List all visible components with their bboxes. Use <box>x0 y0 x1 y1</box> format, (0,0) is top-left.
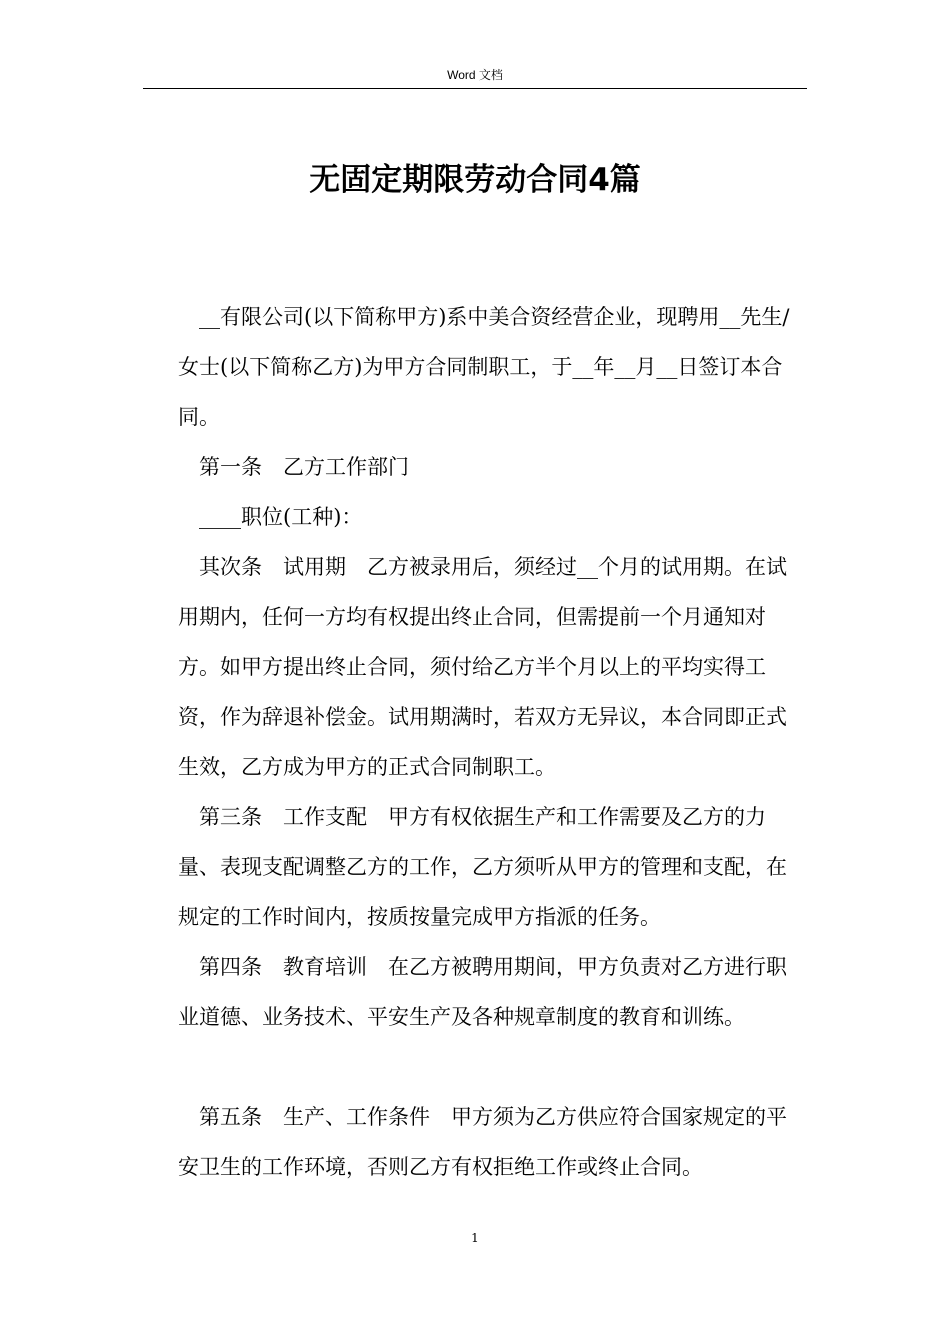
paragraph-article-4: 第四条 教育培训 在乙方被聘用期间，甲方负责对乙方进行职业道德、业务技术、平安生产及各种规章制度的教育和训练。 <box>178 955 787 1029</box>
paragraph-article-3: 第三条 工作支配 甲方有权依据生产和工作需要及乙方的力量、表现支配调整乙方的工作，乙方须听从甲方的管理和支配，在规定的工作时间内，按质按量完成甲方指派的任务。 <box>178 805 787 929</box>
page-header <box>143 66 807 89</box>
paragraph-position: ____职位(工种)： <box>199 505 363 529</box>
page-number: 1 <box>471 1231 479 1245</box>
document-body <box>178 292 804 1192</box>
paragraph-intro: __有限公司(以下简称甲方)系中美合资经营企业，现聘用__先生/女士(以下简称乙方)为甲方合同制职工，于__年__月__日签订本合同。 <box>178 305 790 429</box>
document-title: 无固定期限劳动合同4篇 <box>309 162 641 198</box>
header-label: Word 文档 <box>447 68 503 82</box>
paragraph-article-2: 其次条 试用期 乙方被录用后，须经过__个月的试用期。在试用期内，任何一方均有权提出终止合同，但需提前一个月通知对方。如甲方提出终止合同，须付给乙方半个月以上的平均实得工资，作为辞退补偿金。试用期满时，若双方无异议，本合同即正式生效，乙方成为甲方的正式合同制职工。 <box>178 555 787 779</box>
paragraph-article-5: 第五条 生产、工作条件 甲方须为乙方供应符合国家规定的平安卫生的工作环境，否则乙方有权拒绝工作或终止合同。 <box>178 1105 787 1179</box>
paragraph-article-1: 第一条 乙方工作部门 <box>199 455 409 479</box>
